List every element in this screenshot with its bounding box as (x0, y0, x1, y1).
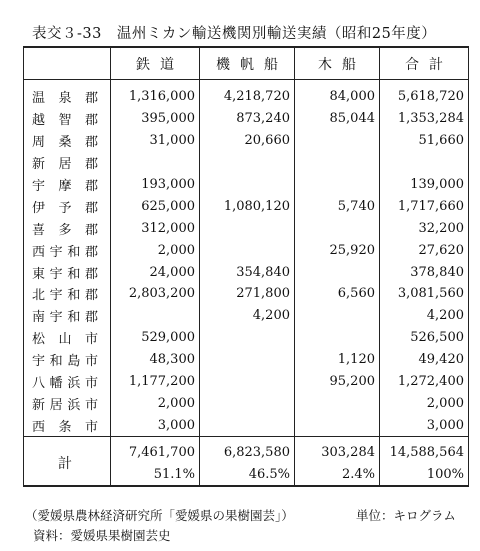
cell-rail: 24,000 (111, 261, 200, 283)
header-motor-sail: 機帆船 (200, 47, 295, 80)
cell-wood (295, 261, 380, 283)
cell-total: 2,000 (380, 392, 469, 414)
cell-rail: 2,803,200 (111, 283, 200, 305)
reference-note: 資料：愛媛県果樹園芸史 (33, 528, 171, 543)
cell-total: 526,500 (380, 327, 469, 349)
table-row (24, 174, 469, 196)
cell-motor-sail: 20,660 (200, 130, 295, 152)
table-row (24, 371, 469, 393)
total-row (24, 437, 469, 464)
region-name: 越智郡 (24, 108, 111, 130)
region-name: 西宇和郡 (24, 239, 111, 261)
region-name: 八幡浜市 (24, 371, 111, 393)
cell-motor-sail: 354,840 (200, 261, 295, 283)
table-row (24, 261, 469, 283)
cell-total: 51,660 (380, 130, 469, 152)
cell-rail: 48,300 (111, 349, 200, 371)
cell-motor-sail: 4,218,720 (200, 80, 295, 108)
cell-wood (295, 217, 380, 239)
source-note: （愛媛県農林経済研究所「愛媛県の果樹園芸」） (25, 508, 294, 523)
cell-total: 32,200 (380, 217, 469, 239)
region-name: 喜多郡 (24, 217, 111, 239)
cell-total: 1,717,660 (380, 195, 469, 217)
cell-wood: 5,740 (295, 195, 380, 217)
region-name: 南宇和郡 (24, 305, 111, 327)
region-name: 温泉郡 (24, 80, 111, 108)
cell-wood (295, 392, 380, 414)
cell-motor-sail (200, 414, 295, 436)
header-wood: 木船 (295, 47, 380, 80)
transport-table (23, 46, 469, 487)
cell-total: 139,000 (380, 174, 469, 196)
cell-rail: 1,177,200 (111, 371, 200, 393)
cell-total (380, 152, 469, 174)
region-name: 宇摩郡 (24, 174, 111, 196)
table-body (24, 80, 469, 437)
cell-rail: 3,000 (111, 414, 200, 436)
table-row (24, 80, 469, 108)
cell-motor-sail (200, 217, 295, 239)
cell-motor-sail: 271,800 (200, 283, 295, 305)
region-name: 周桑郡 (24, 130, 111, 152)
cell-total: 4,200 (380, 305, 469, 327)
share-total: 100% (380, 463, 469, 486)
table-row (24, 327, 469, 349)
table-row (24, 414, 469, 436)
region-name: 西条市 (24, 414, 111, 436)
cell-rail: 2,000 (111, 392, 200, 414)
cell-motor-sail (200, 239, 295, 261)
cell-motor-sail: 873,240 (200, 108, 295, 130)
cell-total: 3,000 (380, 414, 469, 436)
cell-total: 1,353,284 (380, 108, 469, 130)
cell-rail: 312,000 (111, 217, 200, 239)
header-blank (24, 47, 111, 80)
table-row (24, 195, 469, 217)
cell-rail: 529,000 (111, 327, 200, 349)
cell-rail: 1,316,000 (111, 80, 200, 108)
cell-total: 3,081,560 (380, 283, 469, 305)
cell-motor-sail (200, 152, 295, 174)
cell-total: 378,840 (380, 261, 469, 283)
total-wood: 303,284 (295, 437, 380, 464)
unit-note: 単位：キログラム (356, 508, 456, 523)
cell-wood (295, 174, 380, 196)
cell-motor-sail (200, 392, 295, 414)
table-row (24, 108, 469, 130)
cell-motor-sail: 1,080,120 (200, 195, 295, 217)
cell-wood: 6,560 (295, 283, 380, 305)
table-title: 表交３-33 温州ミカン輸送機関別輸送実績（昭和25年度） (32, 26, 437, 42)
cell-wood: 25,920 (295, 239, 380, 261)
region-name: 伊予郡 (24, 195, 111, 217)
cell-total: 5,618,720 (380, 80, 469, 108)
cell-total: 1,272,400 (380, 371, 469, 393)
cell-wood (295, 130, 380, 152)
cell-total: 49,420 (380, 349, 469, 371)
total-total: 14,588,564 (380, 437, 469, 464)
table-row (24, 152, 469, 174)
cell-wood: 95,200 (295, 371, 380, 393)
table-row (24, 283, 469, 305)
header-rail: 鉄道 (111, 47, 200, 80)
header-row (24, 47, 469, 80)
total-rail: 7,461,700 (111, 437, 200, 464)
table-row (24, 349, 469, 371)
cell-rail: 395,000 (111, 108, 200, 130)
cell-rail: 2,000 (111, 239, 200, 261)
cell-motor-sail (200, 174, 295, 196)
region-name: 新居郡 (24, 152, 111, 174)
cell-motor-sail: 4,200 (200, 305, 295, 327)
share-wood: 2.4% (295, 463, 380, 486)
cell-wood: 85,044 (295, 108, 380, 130)
cell-rail: 625,000 (111, 195, 200, 217)
cell-wood (295, 305, 380, 327)
table-row (24, 392, 469, 414)
share-rail: 51.1% (111, 463, 200, 486)
cell-wood: 84,000 (295, 80, 380, 108)
cell-wood (295, 414, 380, 436)
share-motor-sail: 46.5% (200, 463, 295, 486)
cell-rail: 31,000 (111, 130, 200, 152)
table-row (24, 305, 469, 327)
cell-wood (295, 327, 380, 349)
cell-wood (295, 152, 380, 174)
table-row (24, 217, 469, 239)
region-name: 東宇和郡 (24, 261, 111, 283)
cell-motor-sail (200, 371, 295, 393)
header-total: 合計 (380, 47, 469, 80)
table-row (24, 130, 469, 152)
cell-wood: 1,120 (295, 349, 380, 371)
cell-motor-sail (200, 327, 295, 349)
cell-rail (111, 305, 200, 327)
region-name: 松山市 (24, 327, 111, 349)
cell-motor-sail (200, 349, 295, 371)
table-row (24, 239, 469, 261)
region-name: 新居浜市 (24, 392, 111, 414)
region-name: 北宇和郡 (24, 283, 111, 305)
cell-rail (111, 152, 200, 174)
total-label: 計 (24, 437, 111, 487)
cell-total: 27,620 (380, 239, 469, 261)
cell-rail: 193,000 (111, 174, 200, 196)
region-name: 宇和島市 (24, 349, 111, 371)
total-motor-sail: 6,823,580 (200, 437, 295, 464)
